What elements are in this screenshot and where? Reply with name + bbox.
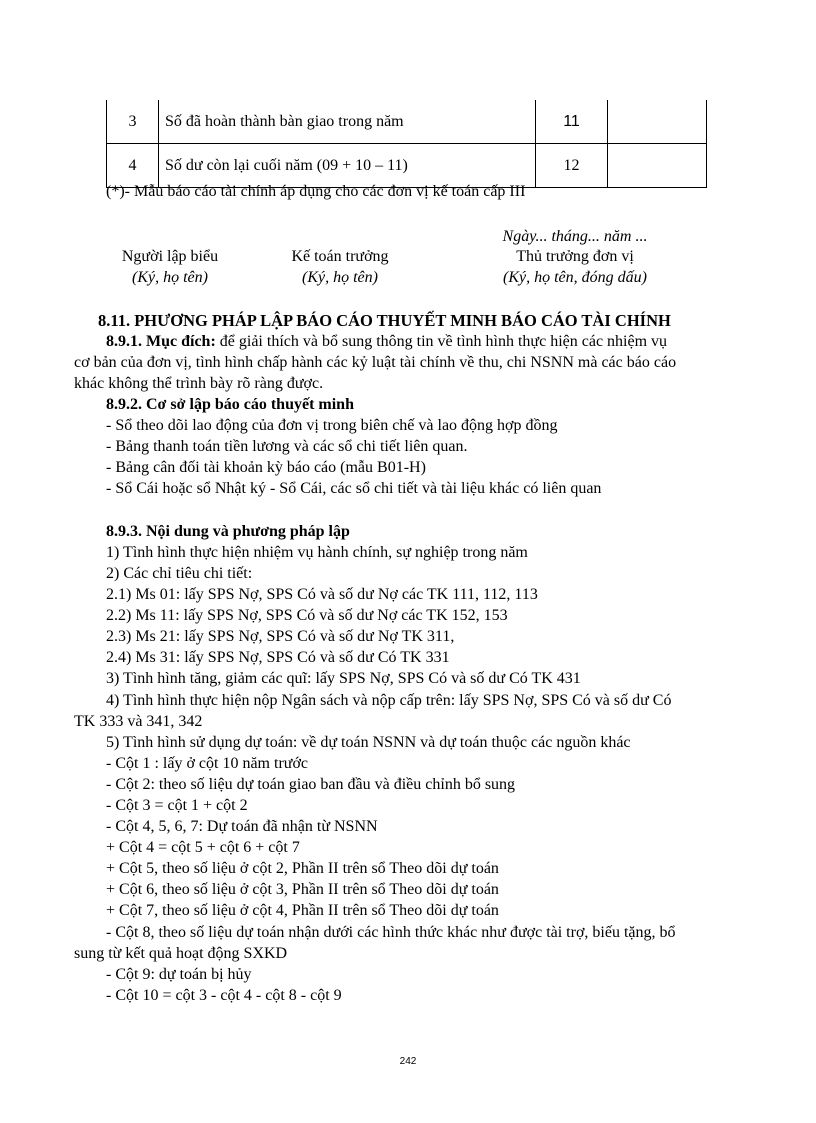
content-line: TK 333 và 341, 342: [74, 713, 203, 730]
content-line: - Cột 2: theo số liệu dự toán giao ban đầu và điều chỉnh bổ sung: [106, 776, 516, 793]
row-value: [608, 100, 707, 144]
content-line: 5) Tình hình sử dụng dự toán: về dự toán NSNN và dự toán thuộc các nguồn khác: [106, 734, 631, 751]
content-heading: 8.9.3. Nội dung và phương pháp lập: [106, 523, 350, 540]
row-code: 12: [536, 144, 608, 188]
signature-date: Ngày... tháng... năm ...: [502, 228, 648, 245]
purpose-text: để giải thích và bổ sung thông tin về tình hình thực hiện các nhiệm vụ: [215, 333, 668, 350]
content-line: + Cột 7, theo số liệu ở cột 4, Phần II trên sổ Theo dõi dự toán: [106, 902, 499, 919]
content-line: 2) Các chỉ tiêu chi tiết:: [106, 565, 253, 582]
content-line: 2.2) Ms 11: lấy SPS Nợ, SPS Có và số dư Nợ các TK 152, 153: [106, 607, 508, 624]
basis-item: - Bảng cân đối tài khoản kỳ báo cáo (mẫu B01-H): [106, 459, 426, 476]
preparer-title: Người lập biểu: [121, 248, 219, 265]
content-line: + Cột 5, theo số liệu ở cột 2, Phần II trên sổ Theo dõi dự toán: [106, 860, 499, 877]
content-line: 1) Tình hình thực hiện nhiệm vụ hành chính, sự nghiệp trong năm: [106, 544, 528, 561]
accountant-title: Kế toán trưởng: [291, 248, 389, 265]
head-title: Thủ trưởng đơn vị: [516, 248, 634, 265]
content-line: - Cột 10 = cột 3 - cột 4 - cột 8 - cột 9: [106, 987, 342, 1004]
basis-item: - Sổ Cái hoặc sổ Nhật ký - Sổ Cái, các sổ chi tiết và tài liệu khác có liên quan: [106, 480, 602, 497]
content-line: - Cột 3 = cột 1 + cột 2: [106, 797, 248, 814]
basis-item: - Sổ theo dõi lao động của đơn vị trong biên chế và lao động hợp đồng: [106, 417, 558, 434]
row-description: Số đã hoàn thành bàn giao trong năm: [159, 100, 536, 144]
content-line: - Cột 1 : lấy ở cột 10 năm trước: [106, 755, 308, 772]
row-number: 4: [107, 144, 159, 188]
purpose-line-3: khác không thể trình bày rõ ràng được.: [74, 375, 324, 392]
content-line: sung từ kết quả hoạt động SXKD: [74, 945, 288, 962]
content-line: 2.3) Ms 21: lấy SPS Nợ, SPS Có và số dư Nợ TK 311,: [106, 628, 455, 645]
basis-heading: 8.9.2. Cơ sở lập báo cáo thuyết minh: [106, 396, 354, 413]
table-row: [107, 100, 707, 144]
content-line: - Cột 4, 5, 6, 7: Dự toán đã nhận từ NSNN: [106, 818, 378, 835]
row-number: 3: [107, 100, 159, 144]
basis-item: - Bảng thanh toán tiền lương và các sổ chi tiết liên quan.: [106, 438, 468, 455]
purpose-line-1: [106, 331, 667, 352]
head-sign-note: (Ký, họ tên, đóng dấu): [503, 269, 647, 286]
row-value: [608, 144, 707, 188]
row-code: 11: [536, 100, 608, 144]
preparer-sign-note: (Ký, họ tên): [132, 269, 208, 286]
content-line: 4) Tình hình thực hiện nộp Ngân sách và nộp cấp trên: lấy SPS Nợ, SPS Có và số dư Có: [106, 692, 672, 709]
content-line: 2.1) Ms 01: lấy SPS Nợ, SPS Có và số dư Nợ các TK 111, 112, 113: [106, 586, 538, 603]
row-description: Số dư còn lại cuối năm (09 + 10 – 11): [159, 144, 536, 188]
content-line: + Cột 6, theo số liệu ở cột 3, Phần II trên sổ Theo dõi dự toán: [106, 881, 499, 898]
content-line: + Cột 4 = cột 5 + cột 6 + cột 7: [106, 839, 300, 856]
summary-table: [106, 100, 707, 188]
footnote: (*)- Mẫu báo cáo tài chính áp dụng cho các đơn vị kế toán cấp III: [106, 183, 526, 200]
purpose-line-2: cơ bản của đơn vị, tình hình chấp hành các kỷ luật tài chính về thu, chi NSNN mà các báo cáo: [74, 354, 677, 371]
accountant-sign-note: (Ký, họ tên): [302, 269, 378, 286]
section-title: 8.11. PHƯƠNG PHÁP LẬP BÁO CÁO THUYẾT MINH BÁO CÁO TÀI CHÍNH: [98, 311, 671, 330]
content-line: - Cột 9: dự toán bị hủy: [106, 966, 252, 983]
content-line: - Cột 8, theo số liệu dự toán nhận dưới các hình thức khác như được tài trợ, biếu tặng, bổ: [106, 924, 676, 941]
content-line: 2.4) Ms 31: lấy SPS Nợ, SPS Có và số dư Có TK 331: [106, 649, 450, 666]
content-line: 3) Tình hình tăng, giảm các quĩ: lấy SPS Nợ, SPS Có và số dư Có TK 431: [106, 670, 581, 687]
page-number: 242: [399, 1056, 417, 1067]
purpose-label: 8.9.1. Mục đích:: [106, 333, 216, 350]
